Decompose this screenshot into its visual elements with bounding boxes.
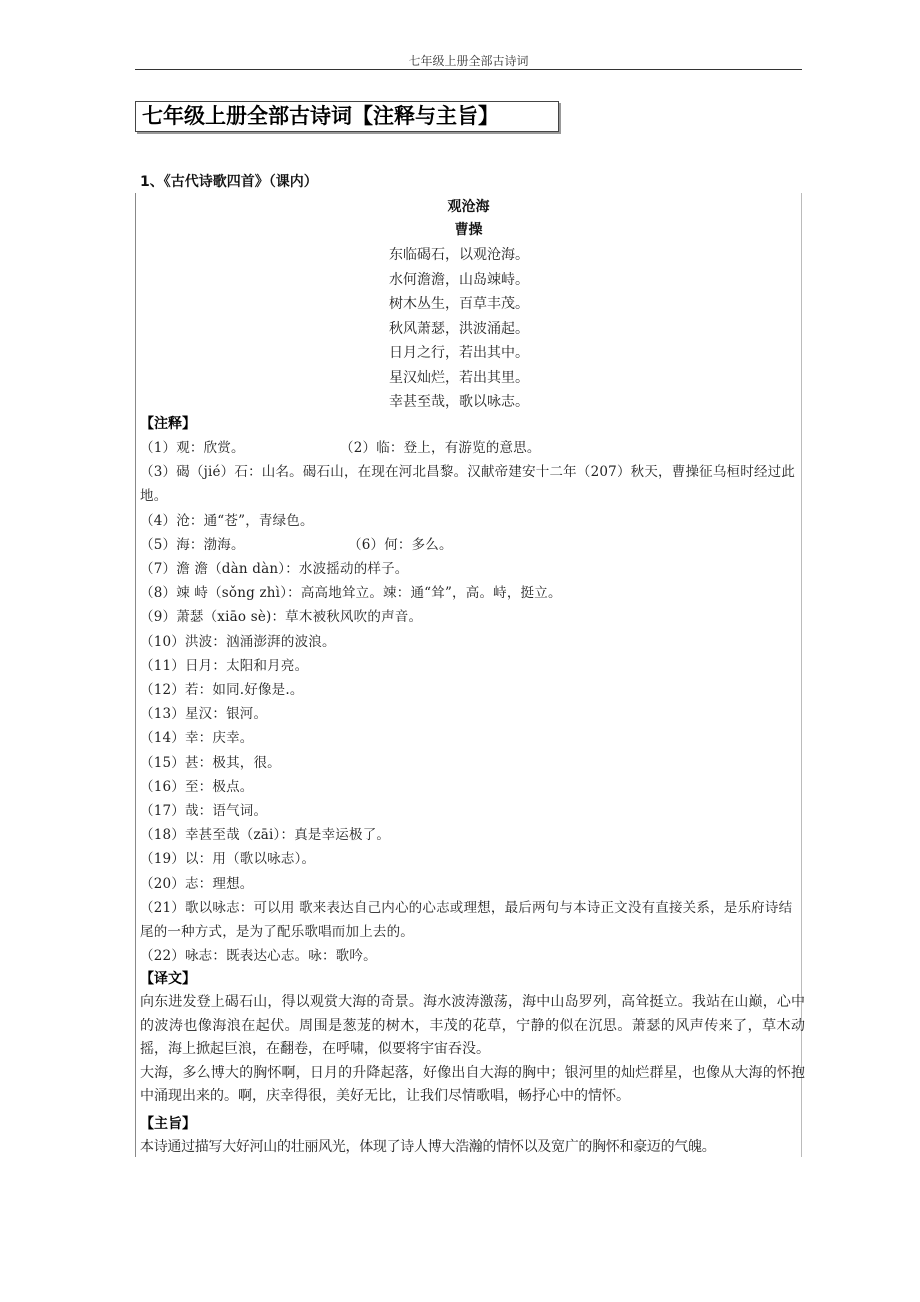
- note-line: （3）碣（jié）石：山名。碣石山，在现在河北昌黎。汉献帝建安十二年（207）秋天，曹操征乌桓时经过此地。: [140, 464, 796, 505]
- note-line: （8）竦 峙（sǒng zhì）：高高地耸立。竦：通“耸”，高。峙，挺立。: [140, 585, 562, 602]
- note-line: （18）幸甚至哉（zāi）：真是幸运极了。: [140, 827, 391, 844]
- note-line: （7）澹 澹（dàn dàn）：水波摇动的样子。: [140, 561, 409, 578]
- note-line: [140, 533, 805, 557]
- translation-paragraph: 大海，多么博大的胸怀啊，日月的升降起落，好像出自大海的胸中；银河里的灿烂群星，也像从大海的怀抱中涌现出来的。啊，庆幸得很，美好无比，让我们尽情歌唱，畅抒心中的情怀。: [140, 1064, 805, 1105]
- poem-line: 幸甚至哉，歌以咏志。: [389, 394, 529, 410]
- note-line: （20）志：理想。: [140, 875, 254, 892]
- note-line: （15）甚：极其，很。: [140, 754, 281, 771]
- poem-line: 星汉灿烂，若出其里。: [389, 369, 529, 386]
- poem-title: 观沧海: [447, 199, 490, 215]
- note-item: （5）海：渤海。: [140, 536, 245, 553]
- note-line: （21）歌以咏志：可以用 歌来表达自己内心的心志或理想，最后两句与本诗正文没有直接关系，是乐府诗结尾的一种方式，是为了配乐歌唱而加上去的。: [140, 899, 793, 941]
- poem-author: 曹操: [454, 222, 483, 238]
- theme-heading: 【主旨】: [140, 1116, 196, 1132]
- poem-line: 树木丛生，百草丰茂。: [389, 296, 529, 312]
- note-line: （12）若：如同.好像是.。: [140, 682, 304, 699]
- translation-heading: 【译文】: [140, 971, 196, 987]
- note-line: （14）幸：庆幸。: [140, 730, 254, 747]
- note-item: （6）何：多么。: [348, 536, 453, 553]
- note-item: （1）观：欣赏。: [140, 440, 245, 456]
- note-line: （9）萧瑟（xiāo sè)：草木被秋风吹的声音。: [140, 609, 423, 626]
- theme-section: [140, 1112, 805, 1160]
- note-line: [140, 436, 805, 460]
- note-line: （16）至：极点。: [140, 778, 254, 795]
- theme-text: 本诗通过描写大好河山的壮丽风光，体现了诗人博大浩瀚的情怀以及宽广的胸怀和豪迈的气魄。: [140, 1139, 716, 1155]
- translation-paragraph: 向东进发登上碣石山，得以观赏大海的奇景。海水波涛激荡，海中山岛罗列，高耸挺立。我站在山巅，心中的波涛也像海浪在起伏。周围是葱茏的树木，丰茂的花草，宁静的似在沉思。萧瑟的风声传来了，草木动摇，海上掀起巨浪，在翻卷，在呼啸，似要将宇宙吞没。: [140, 994, 805, 1058]
- poem-line: 秋风萧瑟，洪波涌起。: [389, 320, 529, 337]
- notes-section: [140, 412, 805, 968]
- document-title: 七年级上册全部古诗词【注释与主旨】: [142, 104, 499, 128]
- note-line: （4）沧：通“苍”，青绿色。: [140, 512, 314, 529]
- header-rule: [135, 69, 802, 70]
- poem-line: 日月之行，若出其中。: [389, 345, 529, 361]
- note-line: （17）哉：语气词。: [140, 803, 268, 820]
- note-line: （11）日月：太阳和月亮。: [140, 657, 309, 674]
- note-line: （10）洪波：汹涌澎湃的波浪。: [140, 633, 336, 650]
- poem-line: 水何澹澹，山岛竦峙。: [389, 271, 529, 288]
- running-header: 七年级上册全部古诗词: [408, 54, 529, 68]
- poem-line: 东临碣石，以观沧海。: [389, 247, 529, 263]
- note-line: （13）星汉：银河。: [140, 706, 268, 723]
- note-item: （2）临：登上，有游览的意思。: [340, 440, 541, 456]
- note-line: （19）以：用（歌以咏志）。: [140, 851, 316, 868]
- note-line: （22）咏志：既表达心志。咏：歌吟。: [140, 948, 377, 965]
- notes-heading: 【注释】: [140, 416, 196, 432]
- translation-section: [140, 967, 805, 1109]
- section-heading: 1、《古代诗歌四首》（课内）: [140, 174, 318, 190]
- poem-body: [389, 243, 529, 415]
